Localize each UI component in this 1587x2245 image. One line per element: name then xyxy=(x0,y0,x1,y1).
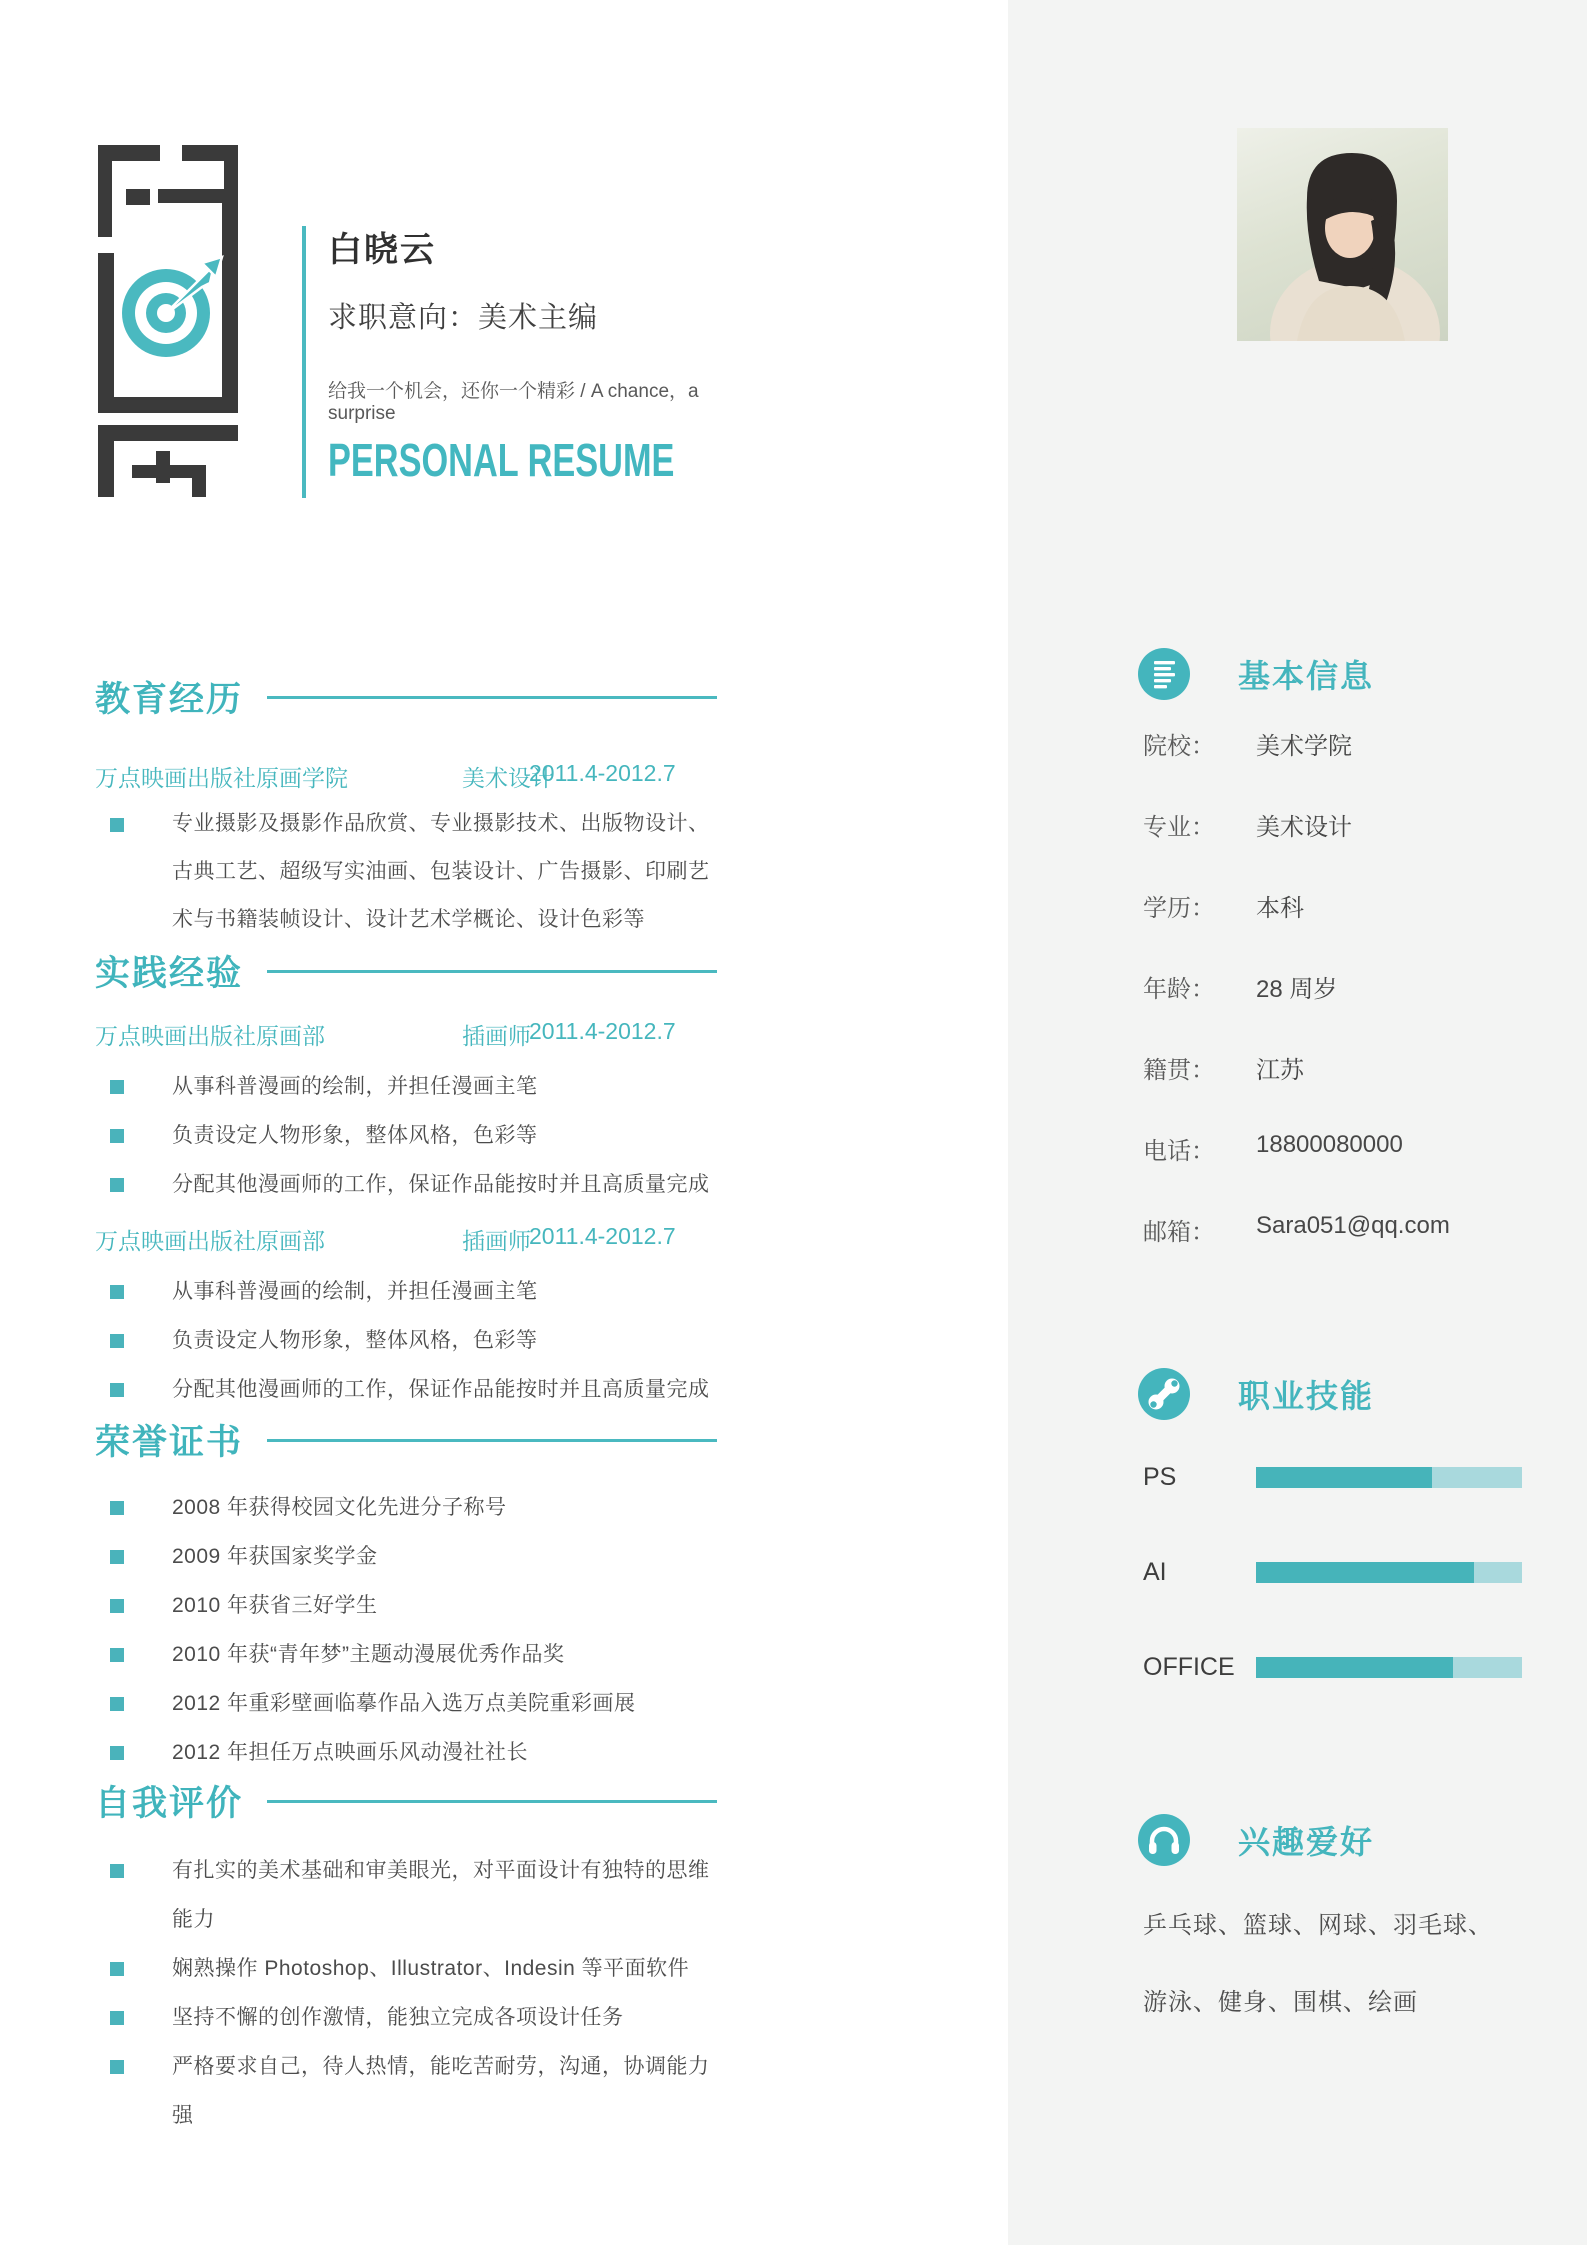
list-item xyxy=(95,1630,717,1679)
profile-photo xyxy=(1237,128,1448,341)
bullet-text: 2012 年担任万点映画乐风动漫社社长 xyxy=(172,1741,529,1764)
list-item xyxy=(95,1160,717,1209)
bullet-square-icon xyxy=(110,1648,124,1662)
skill-bar-fill xyxy=(1256,1657,1453,1678)
practice-heading xyxy=(95,946,717,996)
skills-header xyxy=(1138,1368,1374,1420)
basic-info-header xyxy=(1138,648,1374,700)
info-row-email xyxy=(1143,1212,1563,1293)
bullet-text: 2009 年获国家奖学金 xyxy=(172,1545,378,1568)
list-item xyxy=(95,1581,717,1630)
practice-entry2-list xyxy=(95,1267,717,1414)
wrench-icon xyxy=(1138,1368,1190,1420)
bullet-text: 有扎实的美术基础和审美眼光，对平面设计有独特的思维能力 xyxy=(172,1859,710,1931)
info-row-major xyxy=(1143,807,1563,888)
hobbies-title: 兴趣爱好 xyxy=(1238,1824,1375,1860)
bullet-text: 坚持不懈的创作激情，能独立完成各项设计任务 xyxy=(172,2006,624,2029)
bullet-text: 从事科普漫画的绘制，并担任漫画主笔 xyxy=(172,1075,538,1098)
bullet-text: 分配其他漫画师的工作，保证作品能按时并且高质量完成 xyxy=(172,1173,710,1196)
practice-date: 2011.4-2012.7 xyxy=(529,1018,676,1044)
subtitle-personal-resume: PERSONAL RESUME xyxy=(328,435,675,487)
portrait-illustration xyxy=(1237,128,1448,341)
education-heading xyxy=(95,672,717,722)
skill-bar-track xyxy=(1256,1657,1522,1678)
info-value: 美术设计 xyxy=(1256,814,1352,841)
heading-rule xyxy=(267,970,717,973)
list-item xyxy=(95,1267,717,1316)
bullet-text: 2010 年获省三好学生 xyxy=(172,1594,378,1617)
list-item xyxy=(95,1316,717,1365)
bullet-square-icon xyxy=(110,818,124,832)
bullet-square-icon xyxy=(110,1697,124,1711)
list-item xyxy=(95,1483,717,1532)
practice-role: 插画师 xyxy=(462,1228,531,1254)
education-org-row xyxy=(95,760,717,792)
bullet-square-icon xyxy=(110,1864,124,1878)
honors-heading xyxy=(95,1415,717,1465)
info-label: 专业： xyxy=(1143,814,1215,841)
basic-info-title: 基本信息 xyxy=(1238,658,1375,694)
evaluation-title: 自我评价 xyxy=(95,1784,244,1823)
list-item xyxy=(95,1532,717,1581)
info-label: 邮箱： xyxy=(1143,1219,1215,1246)
skill-bar-track xyxy=(1256,1562,1522,1583)
list-item xyxy=(95,1728,717,1777)
info-row-age xyxy=(1143,969,1563,1050)
practice-org: 万点映画出版社原画部 xyxy=(95,1228,325,1254)
section-education xyxy=(95,672,717,944)
basic-info-list xyxy=(1143,726,1563,1293)
bullet-square-icon xyxy=(110,1599,124,1613)
skill-row-ai xyxy=(1143,1557,1543,1652)
list-item xyxy=(95,1111,717,1160)
skills-title: 职业技能 xyxy=(1238,1378,1375,1414)
bullet-text: 负责设定人物形象，整体风格，色彩等 xyxy=(172,1124,538,1147)
education-detail-list xyxy=(95,800,717,944)
list-item xyxy=(95,1846,717,1944)
list-item xyxy=(95,2042,717,2140)
heading-rule xyxy=(267,696,717,699)
list-item xyxy=(95,1993,717,2042)
education-date: 2011.4-2012.7 xyxy=(529,760,676,786)
education-major: 美术设计 xyxy=(462,765,554,791)
bullet-text: 分配其他漫画师的工作，保证作品能按时并且高质量完成 xyxy=(172,1378,710,1401)
evaluation-list xyxy=(95,1846,717,2140)
info-value: 江苏 xyxy=(1256,1057,1304,1084)
section-honors xyxy=(95,1415,717,1777)
bullet-square-icon xyxy=(110,1962,124,1976)
education-description: 专业摄影及摄影作品欣赏、专业摄影技术、出版物设计、古典工艺、超级写实油画、包装设计、广告摄影、印刷艺术与书籍装帧设计、设计艺术学概论、设计色彩等 xyxy=(172,812,710,931)
bullet-square-icon xyxy=(110,1129,124,1143)
bullet-square-icon xyxy=(110,1501,124,1515)
skill-label: PS xyxy=(1143,1463,1177,1491)
info-label: 电话： xyxy=(1143,1138,1215,1165)
bullet-text: 负责设定人物形象，整体风格，色彩等 xyxy=(172,1329,538,1352)
list-item xyxy=(95,1944,717,1993)
skill-row-office xyxy=(1143,1652,1543,1747)
info-value: 本科 xyxy=(1256,895,1304,922)
candidate-name: 白晓云 xyxy=(328,231,436,269)
list-item xyxy=(95,1062,717,1111)
info-label: 年龄： xyxy=(1143,976,1215,1003)
honors-list xyxy=(95,1483,717,1777)
bullet-square-icon xyxy=(110,1334,124,1348)
skill-row-ps xyxy=(1143,1462,1543,1557)
practice-date: 2011.4-2012.7 xyxy=(529,1223,676,1249)
info-label: 学历： xyxy=(1143,895,1215,922)
practice-title: 实践经验 xyxy=(95,954,244,993)
jianli-logo xyxy=(98,135,238,497)
bullet-square-icon xyxy=(110,1285,124,1299)
practice-entry1-list xyxy=(95,1062,717,1209)
bullet-square-icon xyxy=(110,1383,124,1397)
info-row-school xyxy=(1143,726,1563,807)
education-title: 教育经历 xyxy=(95,680,244,719)
bullet-square-icon xyxy=(110,2011,124,2025)
list-item xyxy=(95,1679,717,1728)
skill-bar-fill xyxy=(1256,1562,1474,1583)
hobbies-line-1: 乒乓球、篮球、网球、羽毛球、 xyxy=(1143,1912,1493,1939)
info-value: 18800080000 xyxy=(1256,1131,1403,1158)
bullet-square-icon xyxy=(110,1746,124,1760)
bullet-square-icon xyxy=(110,2060,124,2074)
info-value: 美术学院 xyxy=(1256,733,1352,760)
honors-title: 荣誉证书 xyxy=(95,1423,244,1462)
sidebar xyxy=(1008,0,1587,2245)
info-label: 籍贯： xyxy=(1143,1057,1215,1084)
target-icon xyxy=(122,257,222,357)
section-practice xyxy=(95,946,717,1414)
info-row-hometown xyxy=(1143,1050,1563,1131)
document-icon xyxy=(1138,648,1190,700)
section-evaluation xyxy=(95,1776,717,2140)
bullet-text: 从事科普漫画的绘制，并担任漫画主笔 xyxy=(172,1280,538,1303)
skill-label: AI xyxy=(1143,1558,1167,1586)
list-item xyxy=(95,1365,717,1414)
practice-entry2-org-row xyxy=(95,1223,717,1255)
bullet-square-icon xyxy=(110,1080,124,1094)
info-label: 院校： xyxy=(1143,733,1215,760)
heading-rule xyxy=(267,1439,717,1442)
skills-list xyxy=(1143,1462,1543,1747)
hobbies-line-2: 游泳、健身、围棋、绘画 xyxy=(1143,1989,1418,2016)
heading-rule xyxy=(267,1800,717,1803)
skill-bar-fill xyxy=(1256,1467,1432,1488)
info-row-phone xyxy=(1143,1131,1563,1212)
bullet-square-icon xyxy=(110,1178,124,1192)
header-text xyxy=(328,222,728,485)
practice-role: 插画师 xyxy=(462,1023,531,1049)
bullet-text: 娴熟操作 Photoshop、Illustrator、Indesin 等平面软件 xyxy=(172,1957,690,1980)
bullet-text: 2010 年获“青年梦”主题动漫展优秀作品奖 xyxy=(172,1643,565,1666)
hobbies-header xyxy=(1138,1814,1374,1866)
header-divider xyxy=(302,226,306,498)
job-objective: 求职意向：美术主编 xyxy=(328,302,599,334)
skill-label: OFFICE xyxy=(1143,1653,1235,1681)
bullet-text: 2008 年获得校园文化先进分子称号 xyxy=(172,1496,507,1519)
skill-bar-track xyxy=(1256,1467,1522,1488)
tagline: 给我一个机会，还你一个精彩 / A chance，a surprise xyxy=(328,381,699,424)
bullet-text: 严格要求自己，待人热情，能吃苦耐劳，沟通，协调能力强 xyxy=(172,2055,710,2127)
evaluation-heading xyxy=(95,1776,717,1826)
bullet-square-icon xyxy=(110,1550,124,1564)
list-item xyxy=(95,800,717,944)
info-value: 28 周岁 xyxy=(1256,976,1338,1003)
education-school: 万点映画出版社原画学院 xyxy=(95,765,348,791)
practice-org: 万点映画出版社原画部 xyxy=(95,1023,325,1049)
info-value: Sara051@qq.com xyxy=(1256,1212,1450,1239)
headphones-icon xyxy=(1138,1814,1190,1866)
info-row-degree xyxy=(1143,888,1563,969)
bullet-text: 2012 年重彩壁画临摹作品入选万点美院重彩画展 xyxy=(172,1692,636,1715)
practice-entry1-org-row xyxy=(95,1018,717,1050)
